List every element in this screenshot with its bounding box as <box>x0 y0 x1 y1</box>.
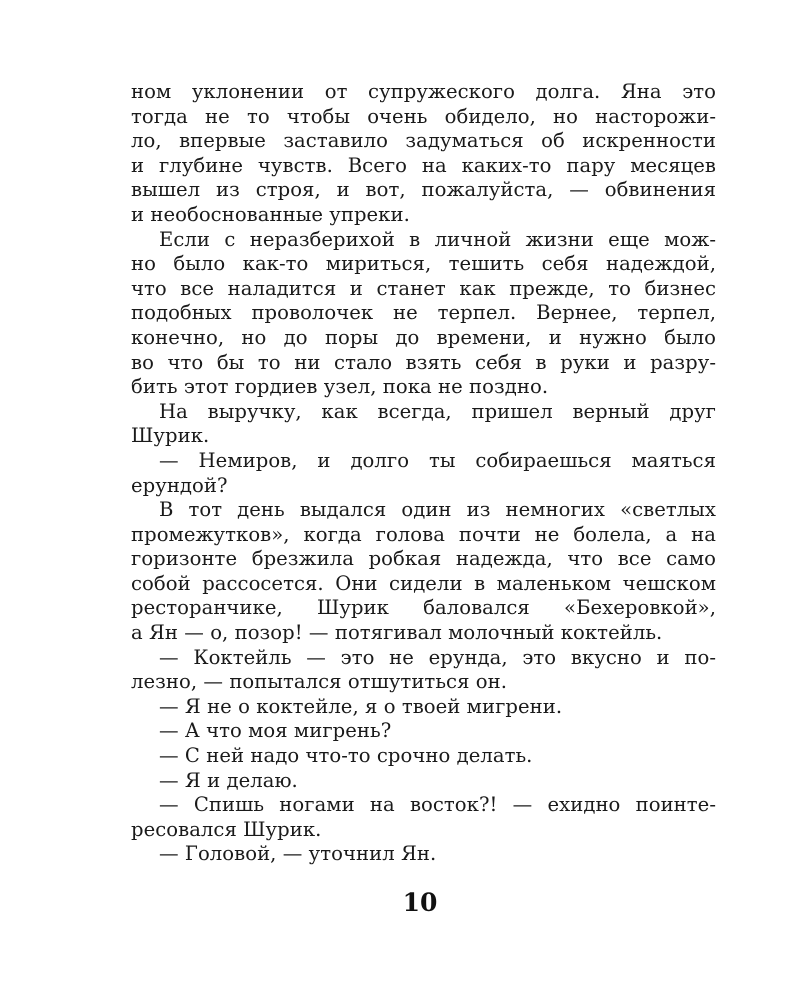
text-line: — Я не о коктейле, я о твоей мигрени. <box>159 694 563 718</box>
text-line: — Я и делаю. <box>159 768 298 792</box>
text-line: и глубине чувств. Всего на каких-то пару месяцев <box>131 153 716 177</box>
text-line: ресовался Шурик. <box>131 817 322 841</box>
text-line: промежутков», когда голова почти не болела, а на <box>131 522 716 546</box>
text-line: собой рассосется. Они сидели в маленьком чешском <box>131 571 716 595</box>
text-line: ло, впервые заставило задуматься об искренности <box>131 129 716 153</box>
text-line: горизонте брезжила робкая надежда, что все само <box>131 547 716 571</box>
text-line: во что бы то ни стало взять себя в руки и разру- <box>131 350 716 374</box>
text-line: Шурик. <box>131 424 210 448</box>
text-line: тогда не то чтобы очень обидело, но насторожи- <box>131 104 716 128</box>
text-line: и необоснованные упреки. <box>131 202 410 226</box>
text-line: — Коктейль — это не ерунда, это вкусно и по- <box>159 645 716 669</box>
text-line: бить этот гордиев узел, пока не поздно. <box>131 375 549 399</box>
text-line: — А что моя мигрень? <box>159 719 392 743</box>
text-line: но было как-то мириться, тешить себя надеждой, <box>131 252 716 276</box>
text-line: ресторанчике, Шурик баловался «Бехеровкой», <box>131 596 716 620</box>
text-line: — Немиров, и долго ты собираешься маяться <box>159 448 716 472</box>
text-line: ном уклонении от супружеского долга. Яна это <box>131 80 716 103</box>
text-line: что все наладится и станет как прежде, то бизнес <box>131 276 716 300</box>
body-text <box>131 80 716 867</box>
text-line: — С ней надо что-то срочно делать. <box>159 744 533 768</box>
text-line: — Спишь ногами на восток?! — ехидно поинте- <box>159 793 716 817</box>
text-line: На выручку, как всегда, пришел верный друг <box>159 399 716 423</box>
text-line: В тот день выдался один из немногих «светлых <box>159 498 716 522</box>
page-number: 10 <box>402 888 438 917</box>
text-line: — Головой, — уточнил Ян. <box>159 842 437 866</box>
text-line: вышел из строя, и вот, пожалуйста, — обвинения <box>131 178 716 202</box>
text-line: лезно, — попытался отшутиться он. <box>131 670 507 694</box>
text-line: конечно, но до поры до времени, и нужно было <box>131 325 716 349</box>
text-line: подобных проволочек не терпел. Вернее, терпел, <box>131 301 716 325</box>
text-line: Если с неразберихой в личной жизни еще мож- <box>159 227 716 251</box>
text-line: ерундой? <box>131 473 228 497</box>
text-line: а Ян — о, позор! — потягивал молочный коктейль. <box>131 621 663 645</box>
